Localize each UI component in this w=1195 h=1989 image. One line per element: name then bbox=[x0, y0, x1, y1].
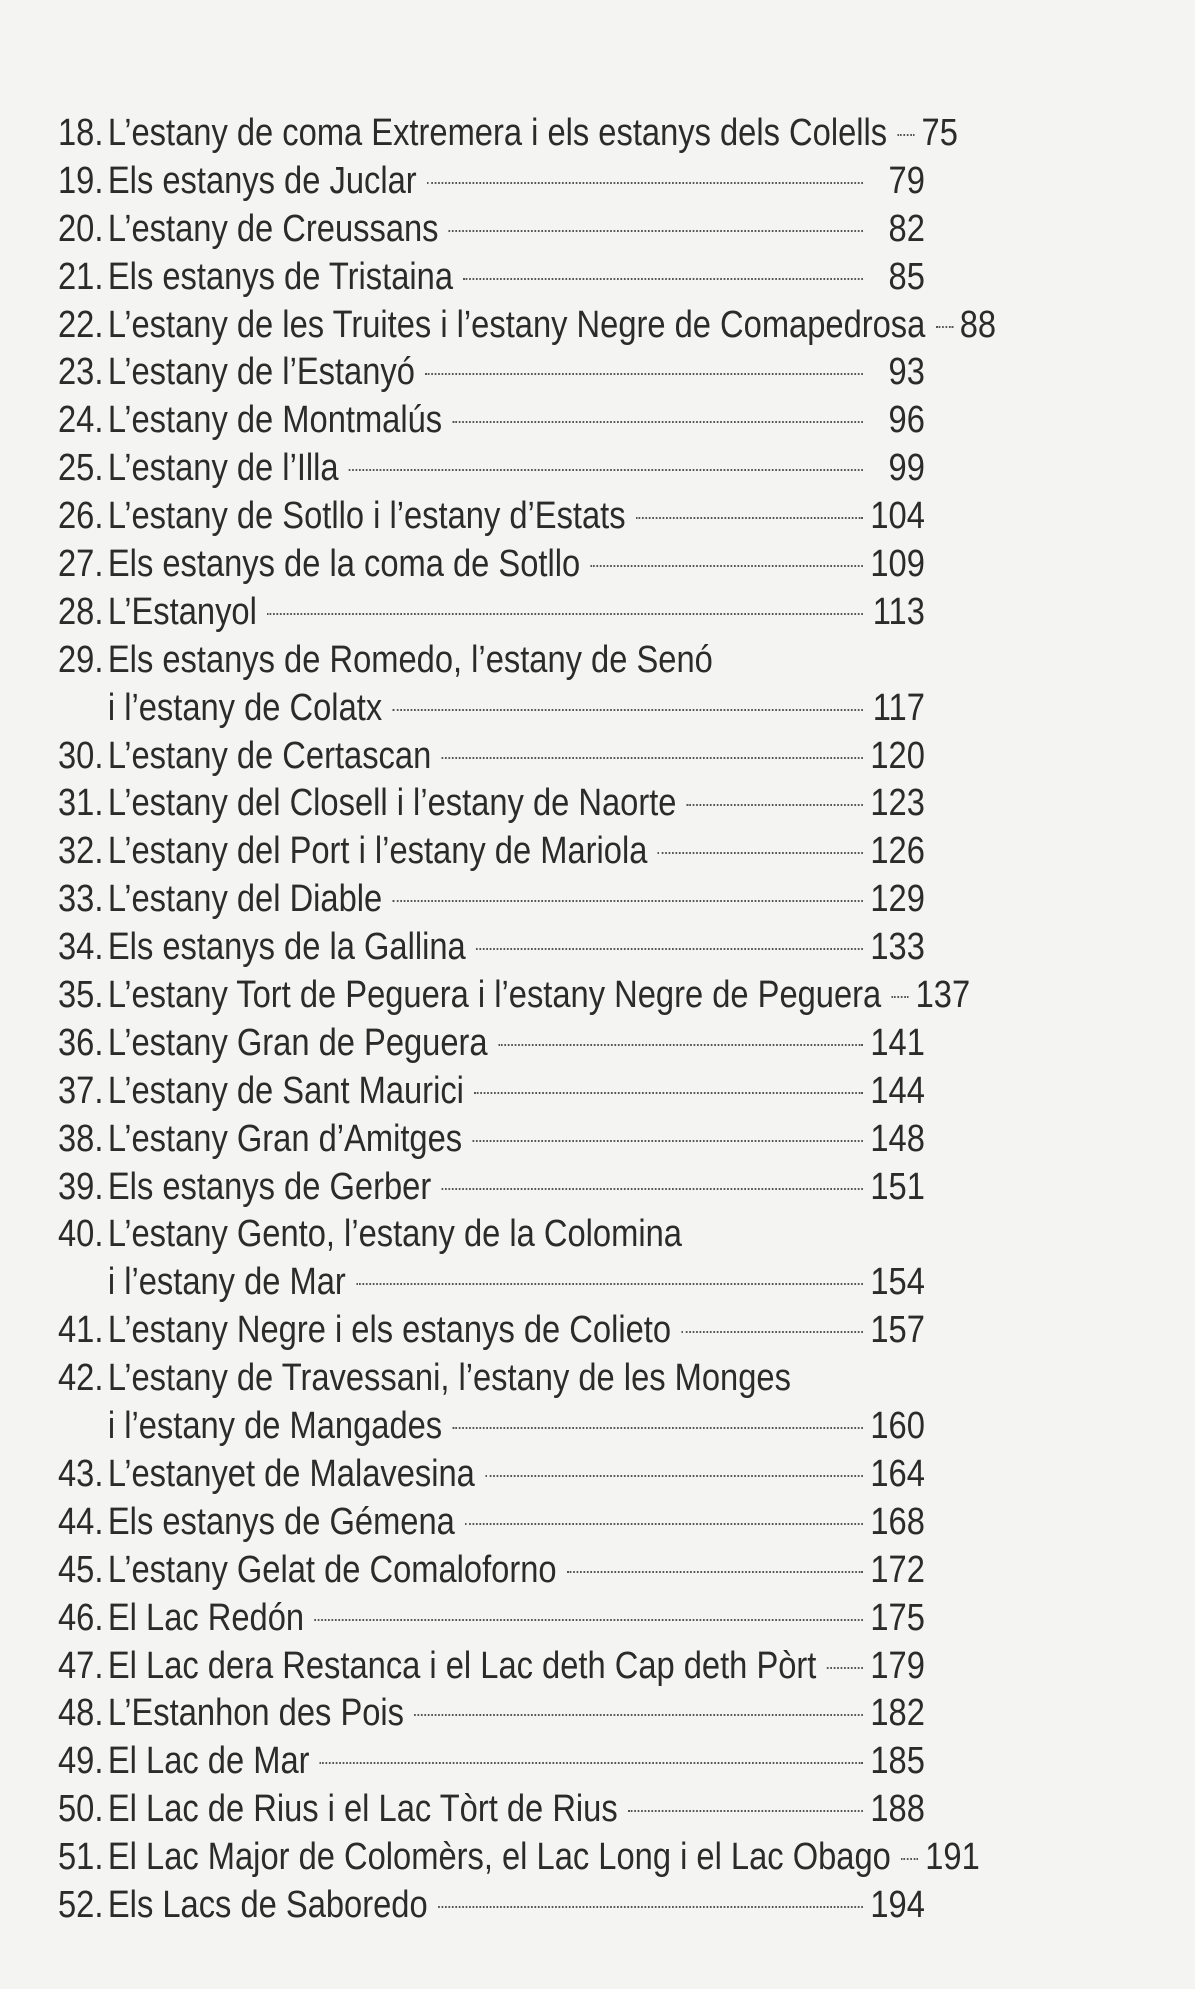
toc-entry-title: Els Lacs de Saboredo bbox=[107, 1883, 428, 1926]
toc-entry-line bbox=[58, 972, 971, 1020]
toc-dot-leader bbox=[452, 421, 863, 423]
toc-entry-line bbox=[58, 1259, 925, 1307]
toc-entry-title: L’estany de Travessani, l’estany de les Monges bbox=[107, 1357, 791, 1400]
toc-entry-page-number: 82 bbox=[888, 207, 925, 250]
toc-entry bbox=[58, 1595, 925, 1643]
toc-entry-page-number: 120 bbox=[870, 734, 925, 777]
toc-entry-page-number: 185 bbox=[870, 1740, 925, 1783]
toc-entry-number: 23. bbox=[58, 351, 104, 394]
toc-entry bbox=[58, 972, 971, 1020]
toc-entry-page-number: 109 bbox=[870, 543, 925, 586]
toc-entry-title: L’estany de Montmalús bbox=[107, 399, 443, 442]
toc-dot-leader bbox=[591, 565, 863, 567]
toc-entry-number: 38. bbox=[58, 1117, 104, 1160]
toc-entry-line bbox=[58, 1307, 925, 1355]
toc-entry-line bbox=[58, 1068, 925, 1116]
toc-entry-page-number: 104 bbox=[870, 495, 925, 538]
toc-dot-leader bbox=[628, 1810, 863, 1812]
toc-entry-number: 21. bbox=[58, 255, 104, 298]
toc-entry-line bbox=[58, 1786, 925, 1834]
toc-entry-title: L’estany Negre i els estanys de Colieto bbox=[107, 1309, 672, 1352]
toc-entry-page-number: 85 bbox=[888, 255, 925, 298]
toc-entry-line bbox=[58, 349, 925, 397]
toc-entry-number: 52. bbox=[58, 1883, 104, 1926]
toc-entry-number: 25. bbox=[58, 447, 104, 490]
toc-entry bbox=[58, 445, 925, 493]
toc-entry-number: 27. bbox=[58, 543, 104, 586]
toc-entry-number: 40. bbox=[58, 1213, 104, 1256]
toc-entry-title: Els estanys de la coma de Sotllo bbox=[107, 543, 581, 586]
toc-dot-leader bbox=[320, 1762, 863, 1764]
toc-dot-leader bbox=[476, 948, 863, 950]
toc-entry-line bbox=[58, 1595, 925, 1643]
toc-entry-number: 24. bbox=[58, 399, 104, 442]
toc-entry-line bbox=[58, 445, 925, 493]
toc-entry-number: 34. bbox=[58, 926, 104, 969]
toc-entry-page-number: 113 bbox=[872, 590, 925, 633]
toc-entry-page-number: 179 bbox=[870, 1644, 925, 1687]
toc-entry bbox=[58, 589, 925, 637]
toc-entry-line bbox=[58, 1355, 925, 1403]
toc-entry-line bbox=[58, 1116, 925, 1164]
toc-entry-title: Els estanys de la Gallina bbox=[107, 926, 466, 969]
toc-entry-number: 46. bbox=[58, 1596, 104, 1639]
toc-entry-page-number: 194 bbox=[870, 1883, 925, 1926]
toc-entry bbox=[58, 1882, 925, 1930]
toc-entry-line bbox=[58, 493, 925, 541]
toc-entry-line bbox=[58, 780, 925, 828]
toc-entry-page-number: 88 bbox=[959, 303, 997, 346]
toc-entry bbox=[58, 1834, 980, 1882]
toc-entry-page-number: 137 bbox=[915, 974, 971, 1017]
toc-entry-line bbox=[58, 1643, 925, 1691]
toc-entry-line bbox=[58, 637, 925, 685]
toc-dot-leader bbox=[449, 230, 863, 232]
toc-entry-title: L’estany de coma Extremera i els estanys dels Colells bbox=[107, 112, 888, 154]
toc-dot-leader bbox=[901, 1858, 918, 1860]
toc-entry-page-number: 75 bbox=[921, 112, 958, 154]
toc-entry bbox=[58, 637, 925, 733]
toc-entry-number: 50. bbox=[58, 1788, 104, 1831]
toc-entry-title: L’estany Gelat de Comaloforno bbox=[107, 1548, 557, 1591]
toc-entry-number: 42. bbox=[58, 1357, 104, 1400]
toc-entry-title: El Lac Redón bbox=[107, 1596, 305, 1639]
toc-entry bbox=[58, 1786, 925, 1834]
toc-entry-line bbox=[58, 110, 958, 158]
toc-dot-leader bbox=[474, 1092, 863, 1094]
toc-dot-leader bbox=[567, 1571, 863, 1573]
toc-dot-leader bbox=[438, 1906, 863, 1908]
toc-entry-title: L’estany Gran d’Amitges bbox=[107, 1117, 463, 1160]
toc-entry bbox=[58, 1738, 925, 1786]
toc-entry-number: 31. bbox=[58, 782, 104, 825]
toc-dot-leader bbox=[636, 517, 863, 519]
toc-entry-number: 41. bbox=[58, 1309, 104, 1352]
toc-entry-page-number: 175 bbox=[870, 1596, 925, 1639]
toc-entry-line bbox=[58, 1690, 925, 1738]
toc-dot-leader bbox=[681, 1331, 863, 1333]
toc-dot-leader bbox=[427, 182, 863, 184]
toc-entry-number: 35. bbox=[58, 974, 104, 1017]
toc-entry-number: 51. bbox=[58, 1836, 104, 1879]
toc-dot-leader bbox=[897, 134, 914, 136]
toc-entry-number: 18. bbox=[58, 112, 104, 154]
toc-entry-number: 32. bbox=[58, 830, 104, 873]
toc-entry-title: El Lac de Mar bbox=[107, 1740, 310, 1783]
toc-entry-title: L’estany de l’Estanyó bbox=[107, 351, 415, 394]
toc-entry bbox=[58, 158, 925, 206]
toc-entry-number: 36. bbox=[58, 1021, 104, 1064]
toc-entry-number: 28. bbox=[58, 590, 104, 633]
toc-entry-title: Els estanys de Romedo, l’estany de Senó bbox=[107, 638, 713, 681]
toc-entry-number: 20. bbox=[58, 207, 104, 250]
toc-entry-line bbox=[58, 158, 925, 206]
toc-entry-page-number: 172 bbox=[870, 1548, 925, 1591]
toc-entry bbox=[58, 1116, 925, 1164]
toc-entry-line bbox=[58, 541, 925, 589]
toc-entry-line bbox=[58, 1547, 925, 1595]
toc-entry-line bbox=[58, 254, 925, 302]
toc-entry bbox=[58, 302, 997, 350]
toc-entry-title: L’estany de Sant Maurici bbox=[107, 1069, 464, 1112]
toc-entry-number: 26. bbox=[58, 495, 104, 538]
toc-dot-leader bbox=[393, 900, 863, 902]
toc-entry-line bbox=[58, 1211, 925, 1259]
toc-entry-line bbox=[58, 397, 925, 445]
toc-entry-title: L’estany de Creussans bbox=[107, 207, 439, 250]
table-of-contents bbox=[58, 110, 997, 1930]
toc-dot-leader bbox=[442, 757, 863, 759]
toc-entry-page-number: 133 bbox=[870, 926, 925, 969]
toc-entry bbox=[58, 1355, 925, 1451]
toc-dot-leader bbox=[442, 1188, 863, 1190]
toc-entry-title: L’estany Gran de Peguera bbox=[107, 1021, 488, 1064]
toc-entry-title: L’estany del Port i l’estany de Mariola bbox=[107, 830, 648, 873]
toc-entry bbox=[58, 828, 925, 876]
toc-entry-title: L’estanyet de Malavesina bbox=[107, 1452, 475, 1495]
toc-entry-page-number: 160 bbox=[870, 1405, 925, 1448]
toc-dot-leader bbox=[414, 1714, 863, 1716]
toc-entry-line bbox=[58, 1020, 925, 1068]
toc-entry-page-number: 154 bbox=[870, 1261, 925, 1304]
toc-entry-title: Els estanys de Tristaina bbox=[107, 255, 454, 298]
toc-entry-line bbox=[58, 1499, 925, 1547]
toc-entry-title: El Lac de Rius i el Lac Tòrt de Rius bbox=[107, 1788, 618, 1831]
toc-dot-leader bbox=[465, 1523, 863, 1525]
toc-entry-number: 37. bbox=[58, 1069, 104, 1112]
toc-dot-leader bbox=[827, 1667, 863, 1669]
toc-entry-number: 44. bbox=[58, 1500, 104, 1543]
toc-dot-leader bbox=[425, 373, 863, 375]
toc-entry-page-number: 99 bbox=[888, 447, 925, 490]
toc-dot-leader bbox=[936, 326, 953, 328]
toc-entry bbox=[58, 1451, 925, 1499]
toc-entry bbox=[58, 1547, 925, 1595]
toc-entry bbox=[58, 349, 925, 397]
toc-entry-title: Els estanys de Juclar bbox=[107, 159, 417, 202]
toc-dot-leader bbox=[349, 469, 863, 471]
toc-entry-title: L’estany del Diable bbox=[107, 878, 383, 921]
toc-dot-leader bbox=[463, 278, 863, 280]
toc-entry bbox=[58, 1020, 925, 1068]
toc-entry-title: L’estany del Closell i l’estany de Naorte bbox=[107, 782, 677, 825]
toc-entry-title: L’Estanhon des Pois bbox=[107, 1692, 405, 1735]
toc-dot-leader bbox=[267, 613, 863, 615]
toc-entry-page-number: 79 bbox=[888, 159, 925, 202]
toc-entry-line bbox=[58, 1403, 925, 1451]
toc-entry-number: 48. bbox=[58, 1692, 104, 1735]
toc-entry bbox=[58, 924, 925, 972]
toc-entry-title: L’estany Tort de Peguera i l’estany Negre de Peguera bbox=[107, 974, 882, 1017]
toc-entry bbox=[58, 1690, 925, 1738]
toc-entry bbox=[58, 206, 925, 254]
toc-dot-leader bbox=[452, 1427, 862, 1429]
toc-dot-leader bbox=[392, 709, 862, 711]
toc-entry-title: L’estany de Certascan bbox=[107, 734, 432, 777]
toc-entry-page-number: 164 bbox=[870, 1452, 925, 1495]
toc-entry bbox=[58, 733, 925, 781]
toc-entry-page-number: 148 bbox=[870, 1117, 925, 1160]
toc-entry-page-number: 117 bbox=[872, 686, 925, 729]
toc-entry-number: 47. bbox=[58, 1644, 104, 1687]
toc-entry-title: Els estanys de Gémena bbox=[107, 1500, 455, 1543]
toc-entry-page-number: 151 bbox=[870, 1165, 925, 1208]
toc-entry bbox=[58, 1211, 925, 1307]
toc-entry-line bbox=[58, 206, 925, 254]
toc-entry-number: 19. bbox=[58, 159, 104, 202]
toc-dot-leader bbox=[356, 1283, 863, 1285]
toc-entry-line bbox=[58, 685, 925, 733]
toc-entry-number: 22. bbox=[58, 303, 104, 346]
toc-entry-line bbox=[58, 1451, 925, 1499]
toc-entry-line bbox=[58, 1834, 980, 1882]
toc-entry bbox=[58, 1499, 925, 1547]
toc-dot-leader bbox=[485, 1475, 863, 1477]
toc-entry-number: 30. bbox=[58, 734, 104, 777]
toc-entry bbox=[58, 1164, 925, 1212]
toc-dot-leader bbox=[314, 1619, 863, 1621]
toc-entry-page-number: 191 bbox=[925, 1836, 980, 1879]
toc-entry-line bbox=[58, 1882, 925, 1930]
toc-entry-page-number: 96 bbox=[888, 399, 925, 442]
toc-entry-number: 49. bbox=[58, 1740, 104, 1783]
toc-entry-page-number: 157 bbox=[870, 1309, 925, 1352]
toc-dot-leader bbox=[498, 1044, 863, 1046]
toc-entry-page-number: 123 bbox=[870, 782, 925, 825]
toc-entry-number: 29. bbox=[58, 638, 104, 681]
toc-entry-page-number: 126 bbox=[870, 830, 925, 873]
toc-entry-page-number: 188 bbox=[870, 1788, 925, 1831]
toc-entry bbox=[58, 493, 925, 541]
toc-entry-line bbox=[58, 1738, 925, 1786]
toc-entry bbox=[58, 1643, 925, 1691]
toc-entry-number: 43. bbox=[58, 1452, 104, 1495]
toc-entry-line bbox=[58, 733, 925, 781]
toc-entry-line bbox=[58, 876, 925, 924]
toc-entry bbox=[58, 541, 925, 589]
toc-dot-leader bbox=[687, 804, 863, 806]
toc-entry-title: El Lac Major de Colomèrs, el Lac Long i el Lac Obago bbox=[107, 1836, 891, 1879]
toc-entry bbox=[58, 1068, 925, 1116]
toc-entry-page-number: 144 bbox=[870, 1069, 925, 1112]
toc-entry-line bbox=[58, 589, 925, 637]
toc-entry-title: i l’estany de Mar bbox=[107, 1261, 346, 1304]
toc-entry bbox=[58, 110, 958, 158]
toc-entry-number: 39. bbox=[58, 1165, 104, 1208]
toc-entry bbox=[58, 876, 925, 924]
toc-entry-line bbox=[58, 1164, 925, 1212]
toc-entry bbox=[58, 780, 925, 828]
toc-entry-title: L’Estanyol bbox=[107, 590, 257, 633]
toc-entry-title: L’estany Gento, l’estany de la Colomina bbox=[107, 1213, 682, 1256]
toc-entry-number: 33. bbox=[58, 878, 104, 921]
toc-entry-page-number: 182 bbox=[870, 1692, 925, 1735]
toc-entry-title: Els estanys de Gerber bbox=[107, 1165, 432, 1208]
toc-entry bbox=[58, 254, 925, 302]
toc-entry-line bbox=[58, 924, 925, 972]
toc-entry bbox=[58, 397, 925, 445]
toc-entry-title: L’estany de l’Illa bbox=[107, 447, 339, 490]
toc-entry-number: 45. bbox=[58, 1548, 104, 1591]
toc-entry-title: i l’estany de Colatx bbox=[107, 686, 383, 729]
toc-dot-leader bbox=[472, 1140, 863, 1142]
toc-entry-title: i l’estany de Mangades bbox=[107, 1405, 443, 1448]
toc-entry-page-number: 93 bbox=[888, 351, 925, 394]
toc-entry-line bbox=[58, 828, 925, 876]
toc-entry-page-number: 141 bbox=[870, 1021, 925, 1064]
toc-entry-title: L’estany de Sotllo i l’estany d’Estats bbox=[107, 495, 626, 538]
toc-entry-title: L’estany de les Truites i l’estany Negre de Comapedrosa bbox=[107, 303, 926, 346]
toc-dot-leader bbox=[658, 852, 863, 854]
toc-entry bbox=[58, 1307, 925, 1355]
toc-entry-page-number: 168 bbox=[870, 1500, 925, 1543]
toc-entry-title: El Lac dera Restanca i el Lac deth Cap deth Pòrt bbox=[107, 1644, 817, 1687]
toc-entry-line bbox=[58, 302, 997, 350]
toc-entry-page-number: 129 bbox=[870, 878, 925, 921]
toc-dot-leader bbox=[892, 996, 909, 998]
